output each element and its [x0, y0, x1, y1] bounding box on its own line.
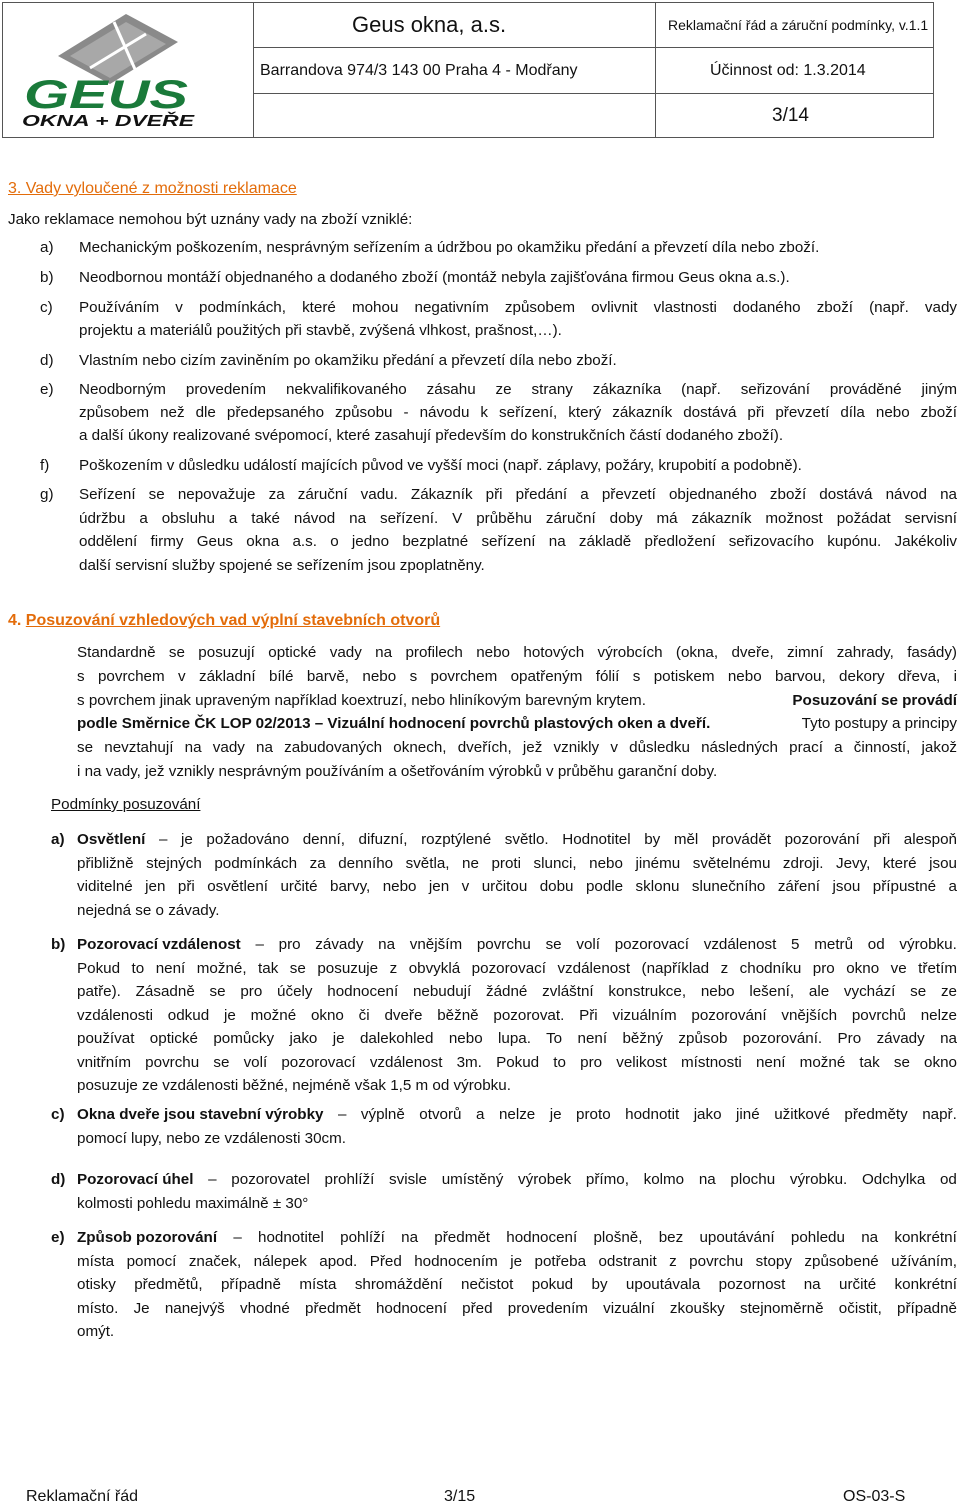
conditions-title: Podmínky posuzování — [51, 796, 201, 813]
list-item-text: Vlastním nebo cizím zaviněním po okamžiku předání a převzetí díla nebo zboží. — [79, 352, 617, 369]
condition-word: proto — [576, 1106, 611, 1123]
effective-date: Účinnost od: 1.3.2014 — [710, 62, 866, 79]
condition-letter: d) — [51, 1171, 66, 1188]
paragraph-line — [77, 689, 957, 713]
condition-word: konkrétní — [894, 1229, 957, 1246]
paragraph-text: Tyto postupy a principy — [801, 715, 957, 732]
paragraph-line — [77, 712, 957, 736]
condition-line: Pokud to není možné, tak se posuzuje z obvyklá pozorovací vzdálenost (například z chodníku pro okno ve třetím — [77, 959, 957, 977]
condition-word: pohlíží — [340, 1229, 385, 1246]
geus-logo — [18, 8, 198, 128]
condition-line: používat optické pomůcky jako je dalekohled nebo lupa. To není běžný způsob pozorování. Pro závady na — [77, 1030, 957, 1047]
condition-word: přímo, — [585, 1171, 629, 1188]
condition-word: se — [545, 936, 562, 953]
condition-word: výplně — [360, 1106, 405, 1123]
list-letter: d) — [40, 352, 54, 369]
condition-term: Osvětlení — [77, 831, 146, 848]
condition-word: požadováno — [206, 831, 290, 848]
condition-line: pomocí lupy, nebo ze vzdálenosti 30cm. — [77, 1129, 347, 1147]
section-4-title-text: Posuzování vzhledových vad výplní stavebních otvorů — [25, 612, 441, 629]
header-divider — [253, 93, 933, 94]
condition-line: vnitřním povrchu se volí pozorovací vzdálenost 3m. Pokud to pro velikost místnosti není možné tak se okno — [77, 1053, 957, 1071]
condition-word: pozorovací — [614, 936, 689, 953]
condition-word: výrobek — [518, 1171, 572, 1188]
condition-word: metrů — [814, 936, 854, 953]
list-letter: c) — [40, 299, 53, 316]
page-number: 3/14 — [772, 105, 809, 126]
condition-line: otisky předmětů, případně místa shromáždění nečistot pokud by upoutávala pozornost na určité konkrétní — [77, 1276, 957, 1293]
condition-word: 5 — [791, 936, 800, 953]
condition-word: prohlíží — [324, 1171, 375, 1188]
condition-word: – — [255, 936, 264, 953]
logo-text-bottom: OKNA + DVEŘE — [22, 113, 142, 128]
condition-word: difuzní, — [358, 831, 408, 848]
condition-word: světlo. — [504, 831, 549, 848]
list-item-text: projektu a materiálů použitých při stavbě, zvýšená vlhkost, prašnost,…). — [79, 322, 562, 339]
condition-word: upoutávání — [699, 1229, 775, 1246]
condition-word: výrobku. — [789, 1171, 848, 1188]
condition-word: plošně, — [593, 1229, 643, 1246]
condition-word: na — [378, 936, 396, 953]
condition-line: viditelné jen při osvětlení určité barvy, nebo jen v určitou dobu podle sklonu slunečního záření jsou přípustné a — [77, 878, 957, 895]
condition-word: Hodnotitel — [562, 831, 631, 848]
list-item-text: další servisní služby spojené se seřízením jsou zpoplatněny. — [79, 557, 485, 574]
list-item-text: údržbu a obsluhu a také návod na seřízení. V průběhu záruční doby má zákazník možnost požádat servisní — [79, 510, 957, 527]
header-divider — [655, 3, 656, 137]
condition-line: místo. Je nanejvýš vhodné předmět hodnocení před provedením vizuální zkoušky stejnoměrně očistit, případně — [77, 1299, 957, 1317]
document-name: Reklamační řád a záruční podmínky, v.1.1 — [668, 17, 929, 33]
condition-word: od — [867, 936, 885, 953]
condition-word: rozptýlené — [421, 831, 492, 848]
condition-word: kolmo — [643, 1171, 685, 1188]
condition-word: hodnotit — [625, 1106, 680, 1123]
paragraph-bold: Posuzování se provádí — [792, 692, 957, 709]
footer-code: OS-03-S — [843, 1488, 906, 1505]
list-letter: e) — [40, 381, 54, 398]
condition-word: pozorovatel — [231, 1171, 310, 1188]
condition-letter: e) — [51, 1229, 65, 1246]
condition-word: měl — [673, 831, 699, 848]
condition-line — [77, 828, 957, 852]
condition-word: na — [861, 1229, 879, 1246]
condition-word: pozorování — [784, 831, 860, 848]
condition-word: předměty — [844, 1106, 908, 1123]
condition-word: je — [549, 1106, 562, 1123]
footer-page: 3/15 — [444, 1488, 476, 1505]
list-item-text: Poškozením v důsledku událostí majících původ ve vyšší moci (např. záplavy, požáry, krupobití a podobně). — [79, 457, 802, 474]
condition-line: vzdálenosti odkud je možné okno či dveře běžně pozorovat. Při vizuálním pozorování vnějších povrchů nelze — [77, 1006, 957, 1024]
list-letter: b) — [40, 269, 54, 286]
condition-word: pohledu — [790, 1229, 845, 1246]
condition-word: alespoň — [903, 831, 957, 848]
condition-word: umístěný — [441, 1171, 504, 1188]
condition-word: povrchu — [476, 936, 531, 953]
condition-line: patře). Zásadně se pro účely hodnocení nebudují žádné zvláštní konstrukce, nebo lešení, ale vychází se ze — [77, 983, 957, 1000]
condition-word: – — [158, 831, 168, 848]
condition-word: pro — [278, 936, 301, 953]
condition-term: Okna dveře jsou stavební výrobky — [77, 1106, 324, 1123]
condition-word: by — [644, 831, 661, 848]
list-letter: g) — [40, 486, 54, 503]
condition-line: místa pomocí značek, nálepek apod. Před hodnocením je potřeba odstranit z povrchu stopy způsobené užíváním, — [77, 1252, 957, 1270]
list-letter: a) — [40, 239, 54, 256]
header-divider — [253, 3, 254, 137]
condition-word: nelze — [498, 1106, 536, 1123]
condition-word: volí — [576, 936, 600, 953]
section-4-number: 4. — [8, 612, 22, 629]
condition-word: vzdálenost — [703, 936, 777, 953]
condition-word: např. — [922, 1106, 957, 1123]
company-name: Geus okna, a.s. — [352, 12, 507, 37]
condition-word: jako — [693, 1106, 722, 1123]
condition-word: od — [939, 1171, 957, 1188]
section-3-intro: Jako reklamace nemohou být uznány vady na zboží vzniklé: — [8, 211, 413, 228]
condition-line — [77, 1103, 957, 1127]
condition-line: nejedná se o závady. — [77, 901, 220, 919]
list-item-text: Neodborným provedením nekvalifikovaného zásahu ze strany zákazníka (např. seřizování prováděné jiným — [79, 381, 957, 398]
condition-word: hodnotitel — [258, 1229, 324, 1246]
paragraph-line: se nevztahují na vady na zabudovaných oknech, dveřích, jež vznikly v důsledku následných prací a činností, jakož — [77, 739, 957, 756]
paragraph-text: s povrchem jinak upraveným například koextruzí, nebo hliníkovým barevným krytem. — [77, 692, 646, 709]
condition-letter: a) — [51, 831, 65, 848]
logo-text-top: GEUS — [24, 73, 189, 117]
condition-word: výrobku. — [899, 936, 957, 953]
condition-word: bez — [658, 1229, 684, 1246]
condition-word: jiné — [736, 1106, 760, 1123]
condition-word: hodnocení — [506, 1229, 578, 1246]
condition-word: provádět — [711, 831, 771, 848]
condition-word: závady — [315, 936, 364, 953]
condition-line — [77, 1168, 957, 1192]
paragraph-line: s povrchem v základní bílé barvě, nebo s povrchem opatřeným fólií s potiskem nebo barvou, dekory dřeva, i — [77, 668, 957, 685]
list-item-text: Mechanickým poškozením, nesprávným seřízením a údržbou po okamžiku předání a převzetí díla nebo zboží. — [79, 239, 820, 256]
list-item-text: Používáním v podmínkách, které mohou negativním způsobem ovlivnit vlastnosti dodaného zboží (např. vady — [79, 299, 957, 316]
condition-line: kolmosti pohledu maximálně ± 30° — [77, 1194, 309, 1212]
condition-word: – — [337, 1106, 347, 1123]
list-item-text: Seřízení se nepovažuje za záruční vadu. Zákazník při předání a převzetí objednaného zboží dostává návod na — [79, 486, 957, 503]
condition-term: Způsob pozorování — [77, 1229, 218, 1246]
section-4-title — [8, 612, 440, 630]
condition-line: omýt. — [77, 1323, 115, 1340]
condition-word: otvorů — [419, 1106, 462, 1123]
list-item-text: Neodbornou montáží objednaného a dodaného zboží (montáž nebyla zajišťována firmou Geus okna a.s.). — [79, 269, 790, 286]
condition-line — [77, 1226, 957, 1250]
company-address: Barrandova 974/3 143 00 Praha 4 - Modřany — [260, 62, 578, 79]
condition-word: předmět — [434, 1229, 491, 1246]
condition-term: Pozorovací vzdálenost — [77, 936, 241, 953]
condition-word: svisle — [389, 1171, 427, 1188]
footer-left: Reklamační řád — [26, 1488, 139, 1505]
paragraph-line: Standardně se posuzují optické vady na profilech nebo hotových výrobcích (okna, dveře, zimní zahrady, fasády) — [77, 644, 957, 661]
condition-line: přibližně stejných podmínkách za denního světla, ne proti slunci, nebo jinému světelnému zdroji. Jevy, které jsou — [77, 854, 957, 872]
condition-line: posuzuje ze vzdálenosti běžné, nejméně však 1,5 m od výrobku. — [77, 1077, 511, 1094]
condition-term: Pozorovací úhel — [77, 1171, 194, 1188]
list-item-text: způsobem než dle předepsaného způsobu - návodu k seřízení, který zákazník dostává při převzetí díla nebo zboží — [79, 404, 957, 421]
condition-line — [77, 933, 957, 957]
condition-letter: c) — [51, 1106, 65, 1123]
condition-word: – — [233, 1229, 242, 1246]
condition-word: na — [401, 1229, 419, 1246]
condition-word: denní, — [302, 831, 345, 848]
paragraph-bold: podle Směrnice ČK LOP 02/2013 – Vizuální hodnocení povrchů plastových oken a dveří. — [77, 715, 711, 732]
paragraph-line: i na vady, jež vznikly nesprávným používáním a ošetřováním výrobků v průběhu garanční doby. — [77, 763, 718, 780]
condition-word: – — [208, 1171, 217, 1188]
condition-word: a — [476, 1106, 485, 1123]
list-letter: f) — [40, 457, 50, 474]
condition-letter: b) — [51, 936, 66, 953]
list-item-text: oddělení firmy Geus okna a.s. o jedno bezplatné seřízení na základě předložení seřizovacího kupónu. Jakékoliv — [79, 533, 957, 550]
section-3-title: 3. Vady vyloučené z možnosti reklamace — [8, 180, 297, 197]
condition-word: při — [873, 831, 891, 848]
condition-word: je — [180, 831, 193, 848]
condition-word: Odchylka — [861, 1171, 926, 1188]
condition-word: vnějším — [409, 936, 463, 953]
condition-word: plochu — [730, 1171, 776, 1188]
condition-word: na — [698, 1171, 716, 1188]
header-divider — [253, 47, 933, 48]
list-item-text: a další úkony realizované svépomocí, které zasahují především do konstrukčních částí dodaného zboží). — [79, 427, 784, 444]
condition-word: užitkové — [774, 1106, 830, 1123]
